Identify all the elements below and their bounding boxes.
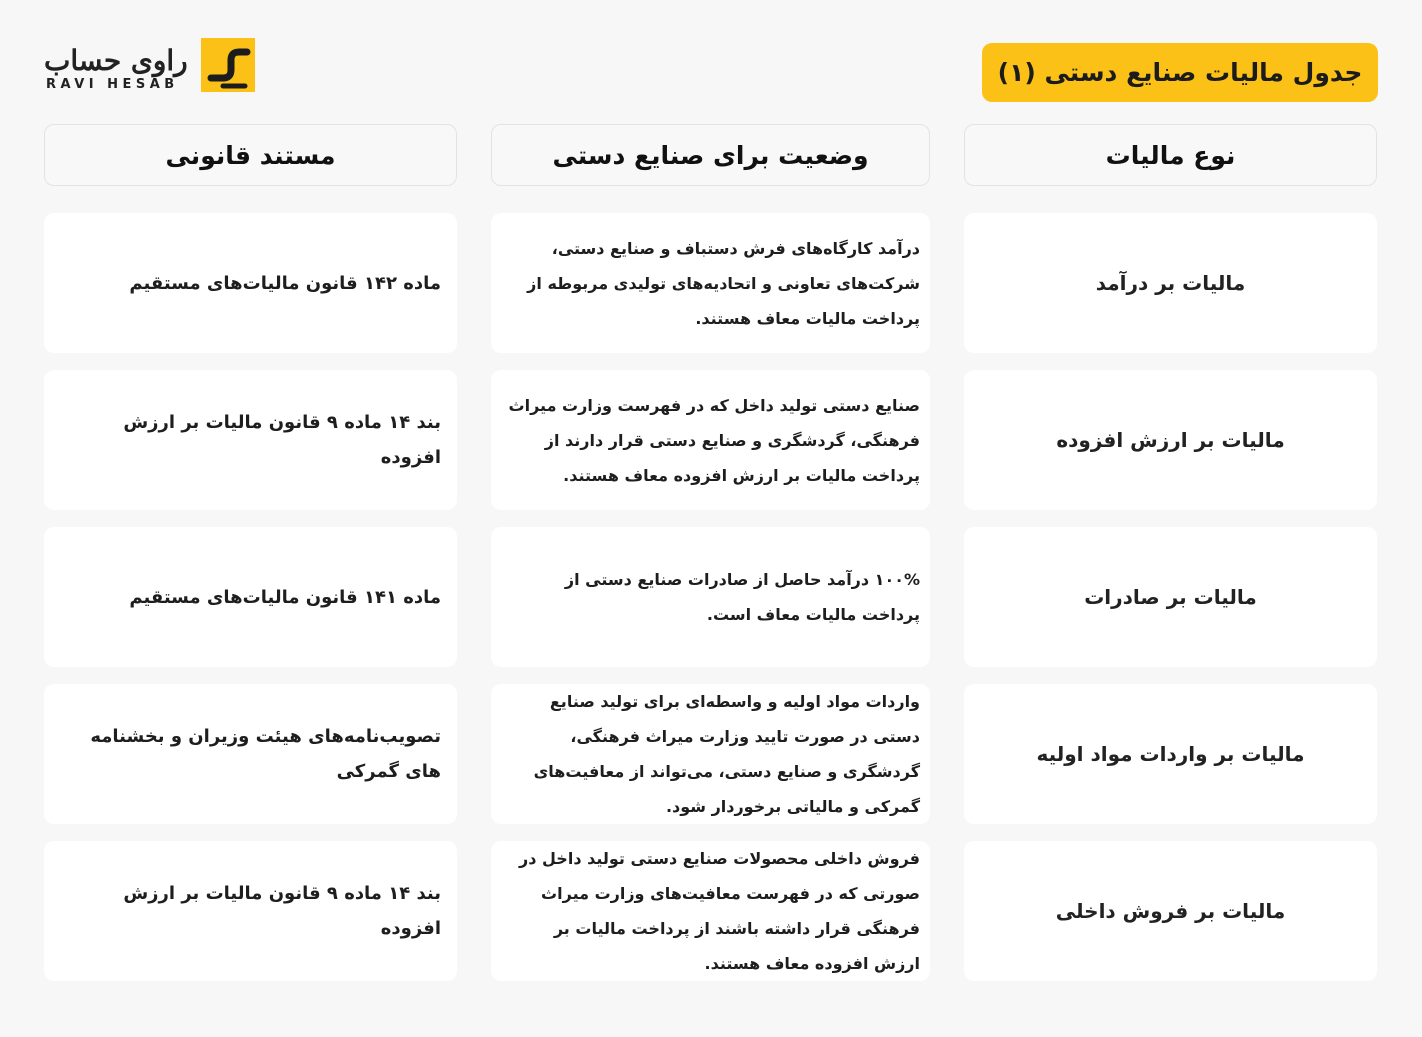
- row-2-legal-document: بند ۱۴ ماده ۹ قانون مالیات بر ارزش افزوده: [44, 370, 457, 510]
- row-2-tax-type: مالیات بر ارزش افزوده: [964, 370, 1377, 510]
- row-2-status: صنایع دستی تولید داخل که در فهرست وزارت میراث فرهنگی، گردشگری و صنایع دستی قرار دارند از پرداخت مالیات بر ارزش افزوده معاف هستند.: [491, 370, 930, 510]
- row-1-tax-type: مالیات بر درآمد: [964, 213, 1377, 353]
- row-4-tax-type: مالیات بر واردات مواد اولیه: [964, 684, 1377, 824]
- row-3-tax-type: مالیات بر صادرات: [964, 527, 1377, 667]
- row-5-status: فروش داخلی محصولات صنایع دستی تولید داخل در صورتی که در فهرست معافیت‌های وزارت میراث فرهنگی قرار داشته باشند از پرداخت مالیات بر ارزش افزوده معاف هستند.: [491, 841, 930, 981]
- row-1-status: درآمد کارگاه‌های فرش دستباف و صنایع دستی، شرکت‌های تعاونی و اتحادیه‌های تولیدی مربوطه از پرداخت مالیات معاف هستند.: [491, 213, 930, 353]
- logo-wordmark-fa: راوی حساب: [44, 44, 188, 77]
- row-4-status: واردات مواد اولیه و واسطه‌ای برای تولید صنایع دستی در صورت تایید وزارت میراث فرهنگی، گردشگری و صنایع دستی، می‌تواند از معافیت‌های گمرکی و مالیاتی برخوردار شود.: [491, 684, 930, 824]
- row-3-status: ۱۰۰% درآمد حاصل از صادرات صنایع دستی از پرداخت مالیات معاف است.: [491, 527, 930, 667]
- row-5-legal-document: بند ۱۴ ماده ۹ قانون مالیات بر ارزش افزوده: [44, 841, 457, 981]
- row-4-legal-document: تصویب‌نامه‌های هیئت وزیران و بخشنامه های گمرکی: [44, 684, 457, 824]
- header-legal-document: مستند قانونی: [44, 124, 457, 186]
- logo-mark-icon: [201, 38, 255, 92]
- page-title: جدول مالیات صنایع دستی (۱): [982, 43, 1378, 102]
- row-5-tax-type: مالیات بر فروش داخلی: [964, 841, 1377, 981]
- brand-logo: [40, 38, 260, 98]
- row-3-legal-document: ماده ۱۴۱ قانون مالیات‌های مستقیم: [44, 527, 457, 667]
- row-1-legal-document: ماده ۱۴۲ قانون مالیات‌های مستقیم: [44, 213, 457, 353]
- header-status: وضعیت برای صنایع دستی: [491, 124, 930, 186]
- header-tax-type: نوع مالیات: [964, 124, 1377, 186]
- logo-wordmark-en: RAVI HESAB: [46, 77, 179, 92]
